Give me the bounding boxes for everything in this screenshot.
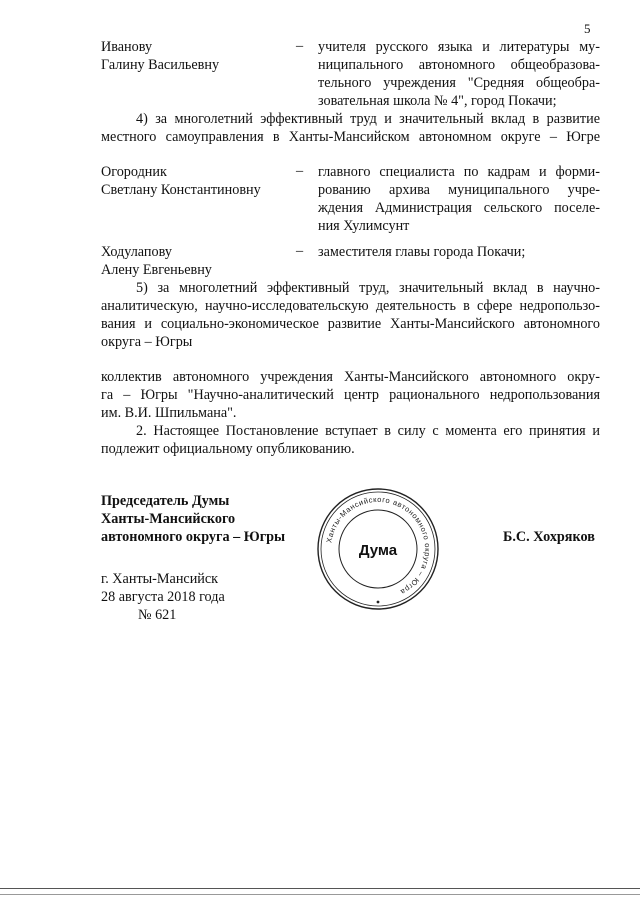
position-description-line: ждения Администрация сельского поселе- bbox=[318, 200, 600, 216]
document-date: 28 августа 2018 года bbox=[101, 589, 225, 605]
person-given-names: Галину Васильевну bbox=[101, 57, 220, 73]
page-number: 5 bbox=[584, 21, 591, 36]
signatory-title-line: Ханты-Мансийского bbox=[101, 511, 236, 527]
paragraph-5-line: 5) за многолетний эффективный труд, значительный вклад в научно- bbox=[136, 280, 600, 296]
dash-separator: – bbox=[296, 163, 304, 179]
signatory-title-line: автономного округа – Югры bbox=[101, 529, 286, 545]
paragraph-4-line: местного самоуправления в Ханты-Мансийском автономном округе – Югре bbox=[101, 129, 600, 145]
seal-center-text: Дума bbox=[358, 542, 398, 559]
signatory-name: Б.С. Хохряков bbox=[503, 529, 595, 545]
position-description-line: ния Хулимсунт bbox=[318, 218, 410, 234]
position-description-line: тельного учреждения "Средняя общеобра- bbox=[318, 75, 600, 91]
position-description-line: учителя русского языка и литературы му- bbox=[318, 39, 600, 55]
paragraph-4-line: 4) за многолетний эффективный труд и значительный вклад в развитие bbox=[136, 111, 600, 127]
bottom-rule bbox=[0, 894, 640, 895]
dash-separator: – bbox=[296, 243, 304, 259]
city: г. Ханты-Мансийск bbox=[101, 571, 219, 587]
person-given-names: Светлану Константиновну bbox=[101, 182, 261, 198]
clause-2-line: 2. Настоящее Постановление вступает в силу с момента его принятия и bbox=[136, 423, 600, 439]
clause-2-line: подлежит официальному опубликованию. bbox=[101, 441, 355, 457]
document-number: № 621 bbox=[138, 607, 177, 623]
position-description-line: зовательная школа № 4", город Покачи; bbox=[318, 93, 557, 109]
signatory-title-line: Председатель Думы bbox=[101, 493, 230, 509]
person-surname: Огородник bbox=[101, 164, 167, 180]
position-description-line: рованию архива муниципального учре- bbox=[318, 182, 600, 198]
collective-line: га – Югры "Научно-аналитический центр рационального недропользования bbox=[101, 387, 600, 403]
seal-ring-text: Ханты-Мансийского автономного округа – Югра bbox=[324, 494, 433, 597]
paragraph-5-line: аналитическую, научно-исследовательскую деятельность в сфере недропользо- bbox=[101, 298, 600, 314]
position-description-line: ниципального автономного общеобразова- bbox=[318, 57, 600, 73]
collective-line: коллектив автономного учреждения Ханты-Мансийского автономного окру- bbox=[101, 369, 600, 385]
paragraph-5-line: вания и социально-экономическое развитие Ханты-Мансийского автономного bbox=[101, 316, 600, 332]
person-surname: Иванову bbox=[101, 39, 153, 55]
dash-separator: – bbox=[296, 38, 304, 54]
person-given-names: Алену Евгеньевну bbox=[101, 262, 212, 278]
paragraph-5-line: округа – Югры bbox=[101, 334, 193, 350]
position-description-line: главного специалиста по кадрам и форми- bbox=[318, 164, 600, 180]
bottom-rule bbox=[0, 888, 640, 889]
collective-line: им. В.И. Шпильмана". bbox=[101, 405, 237, 421]
official-seal bbox=[316, 487, 440, 611]
position-description-line: заместителя главы города Покачи; bbox=[318, 244, 526, 260]
person-surname: Ходулапову bbox=[101, 244, 172, 260]
